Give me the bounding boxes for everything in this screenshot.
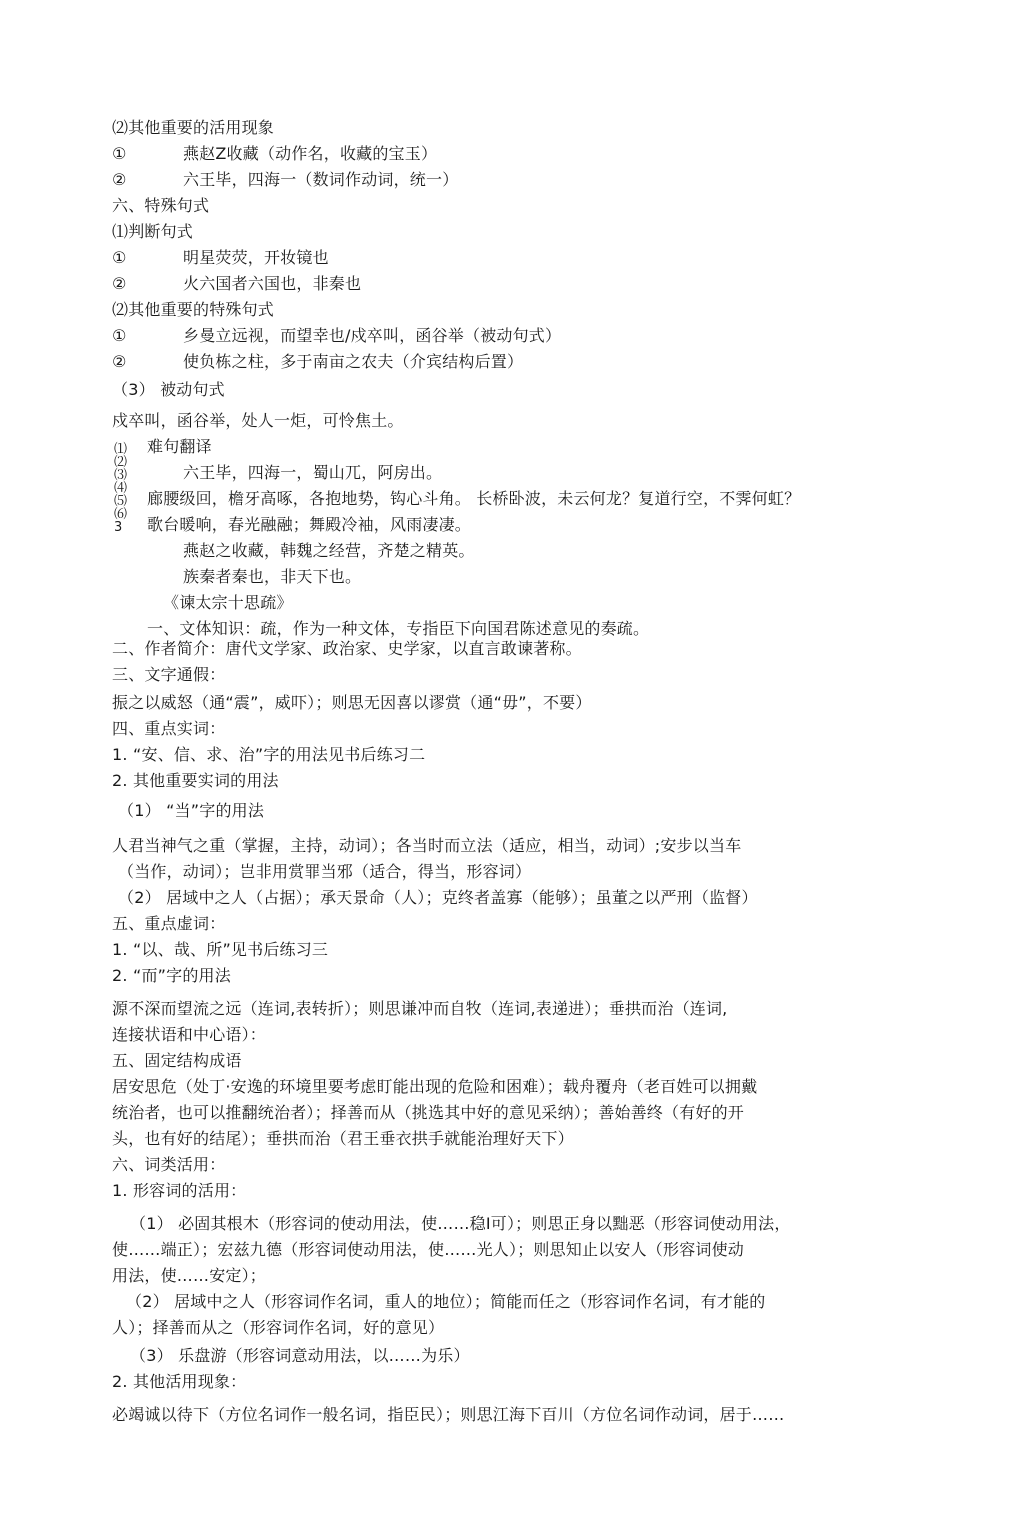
text-line: 人君当神气之重（掌握，主持，动词）；各当时而立法（适应，相当，动词）;安步以当车 (112, 836, 742, 855)
text-line: ⑴判断句式 (112, 222, 194, 241)
text-line: 乡曼立远视，而望幸也/戍卒叫，函谷举（被动句式） (183, 326, 562, 345)
side-number-column: ⑴⑵⑶⑷⑸⑹3 (114, 442, 128, 535)
list-marker: ② (112, 274, 127, 293)
text-line: 用法，使……安定）； (112, 1266, 267, 1285)
text-line: （当作，动词）；岂非用赏罪当邪（适合，得当，形容词） (118, 862, 532, 881)
text-line: 居安思危（处丁·安逸的环境里要考虑盯能出现的危险和困难）；载舟覆舟（老百姓可以拥戴 (112, 1077, 758, 1096)
text-line: 头，也有好的结尾）；垂拱而治（君王垂衣拱手就能治理好天下） (112, 1129, 574, 1148)
text-line: 2. “而”字的用法 (112, 966, 231, 985)
text-line: 难句翻译 (147, 437, 212, 456)
text-line: 源不深而望流之远（连词,表转折）；则思谦冲而自牧（连词,表递进）；垂拱而治（连词, (112, 999, 728, 1018)
text-line: 2. 其他活用现象： (112, 1372, 247, 1391)
text-line: 族秦者秦也，非天下也。 (183, 567, 362, 586)
text-line: 六王毕，四海一（数词作动词，统一） (183, 170, 459, 189)
text-line: 振之以威怒（通“震”，威吓）；则思无因喜以谬赏（通“毋”，不要） (112, 693, 592, 712)
text-line: 使……端正）；宏兹九德（形容词使动用法，使……光人）；则思知止以安人（形容词使动 (112, 1240, 745, 1259)
section-heading: 六、词类活用： (112, 1155, 226, 1174)
list-marker: ② (112, 352, 127, 371)
text-line: 1. 形容词的活用： (112, 1181, 247, 1200)
list-marker: ① (112, 248, 127, 267)
text-line: 一、文体知识：疏，作为一种文体，专指臣下向国君陈述意见的奏疏。 (147, 619, 650, 638)
text-line: （3） 被动句式 (112, 380, 225, 399)
text-line: 使负栋之柱，多于南亩之农夫（介宾结构后置） (183, 352, 524, 371)
text-line: （2） 居域中之人（占据）；承天景命（人）；克终者盖寡（能够）；虽董之以严刑（监督） (118, 888, 758, 907)
section-heading: 六、特殊句式 (112, 196, 210, 215)
section-heading: 五、重点虚词： (112, 914, 226, 933)
list-marker: ① (112, 144, 127, 163)
text-line: ⑵其他重要的活用现象 (112, 118, 275, 137)
text-line: 人）；择善而从之（形容词作名词，好的意见） (112, 1318, 445, 1337)
text-line: （1） 必固其根木（形容词的使动用法，使……稳I可）；则思正身以黜恶（形容词使动用法， (130, 1214, 791, 1233)
section-heading: 三、文字通假： (112, 665, 226, 684)
section-heading: 五、固定结构成语 (112, 1051, 242, 1070)
list-marker: ② (112, 170, 127, 189)
text-line: 连接状语和中心语）： (112, 1025, 267, 1044)
text-line: ⑵其他重要的特殊句式 (112, 300, 275, 319)
text-line: （1） “当”字的用法 (118, 801, 265, 820)
list-marker: ① (112, 326, 127, 345)
text-line: 六王毕，四海一，蜀山兀，阿房出。 (183, 463, 443, 482)
text-line: 明星荧荧，开妆镜也 (183, 248, 329, 267)
text-line: 燕赵Z收藏（动作名，收藏的宝玉） (183, 144, 438, 163)
text-line: 1. “以、哉、所”见书后练习三 (112, 940, 329, 959)
text-line: 1. “安、信、求、治”字的用法见书后练习二 (112, 745, 426, 764)
text-line: 火六国者六国也，非秦也 (183, 274, 362, 293)
text-line: （2） 居域中之人（形容词作名词，重人的地位）；简能而任之（形容词作名词，有才能的 (126, 1292, 766, 1311)
article-title: 《谏太宗十思疏》 (163, 593, 293, 612)
text-line: 2. 其他重要实词的用法 (112, 771, 279, 790)
text-line: 戍卒叫，函谷举，处人一炬，可怜焦土。 (112, 411, 404, 430)
text-line: 统治者，也可以推翻统治者）；择善而从（挑选其中好的意见采纳）；善始善终（有好的开 (112, 1103, 745, 1122)
section-heading: 四、重点实词： (112, 719, 226, 738)
text-line: 廊腰级回，檐牙高啄，各抱地势，钩心斗角。 长桥卧波，未云何龙？复道行空，不霁何虹？ (147, 489, 801, 508)
text-line: 二、作者简介：唐代文学家、政治家、史学家，以直言敢谏著称。 (112, 639, 582, 658)
text-line: 必竭诚以待下（方位名词作一般名词，指臣民）；则思江海下百川（方位名词作动词，居于…… (112, 1405, 785, 1424)
text-line: （3） 乐盘游（形容词意动用法，以……为乐） (130, 1346, 470, 1365)
text-line: 歌台暖响，春光融融；舞殿冷袖，风雨凄凄。 (147, 515, 472, 534)
text-line: 燕赵之收藏，韩魏之经营，齐楚之精英。 (183, 541, 475, 560)
